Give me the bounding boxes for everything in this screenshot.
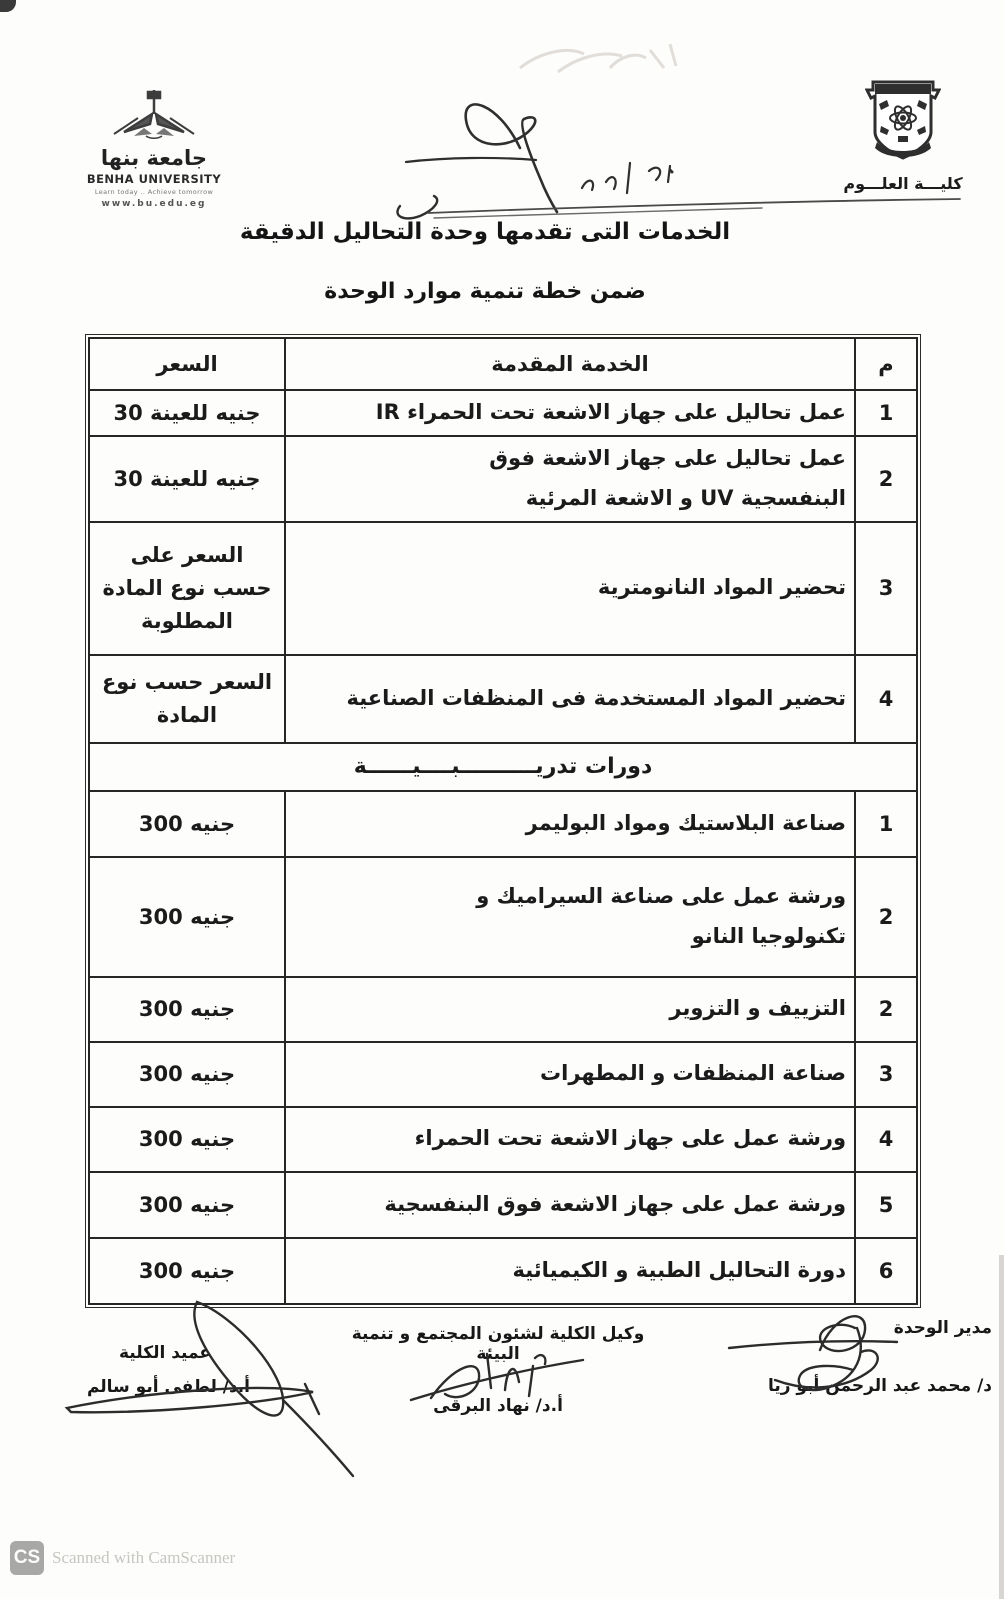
table-row	[89, 1238, 917, 1304]
document-title-line1: الخدمات التى تقدمها وحدة التحاليل الدقيقة	[239, 219, 731, 245]
camscanner-badge-icon: CS	[10, 1541, 44, 1575]
vice-dean-signature-block	[348, 1324, 648, 1416]
row-index: 1	[855, 390, 917, 436]
service-cell: صناعة البلاستيك ومواد البوليمر	[285, 791, 855, 857]
table-row	[89, 390, 917, 436]
service-cell: صناعة المنظفات و المطهرات	[285, 1042, 855, 1107]
faculty-of-science-logo	[838, 76, 968, 193]
table-row	[89, 1042, 917, 1107]
row-index: 2	[855, 436, 917, 522]
price-cell: 30 جنيه للعينة	[89, 436, 285, 522]
service-cell: عمل تحاليل على جهاز الاشعة فوق البنفسجية UV و الاشعة المرئية	[285, 436, 855, 522]
service-cell: ورشة عمل على جهاز الاشعة فوق البنفسجية	[285, 1172, 855, 1238]
table-row	[89, 857, 917, 977]
table-row	[89, 977, 917, 1042]
service-cell: عمل تحاليل على جهاز الاشعة تحت الحمراء IR	[285, 390, 855, 436]
university-tagline: Learn today .. Achieve tomorrow	[94, 188, 214, 196]
price-cell: 300 جنيه	[89, 977, 285, 1042]
camscanner-watermark	[10, 1541, 235, 1575]
service-cell: تحضير المواد النانومترية	[285, 522, 855, 655]
row-index: 2	[855, 977, 917, 1042]
document-title-line2: ضمن خطة تنمية موارد الوحدة	[324, 279, 646, 304]
price-cell: 300 جنيه	[89, 857, 285, 977]
pyramid-logo-icon	[94, 84, 214, 142]
table-row	[89, 791, 917, 857]
table-header-row	[89, 338, 917, 390]
unit-director-name: د/ محمد عبد الرحمن أبو ريا	[767, 1376, 992, 1396]
row-index: 6	[855, 1238, 917, 1304]
university-name-arabic: جامعة بنها	[100, 146, 208, 170]
price-cell: 300 جنيه	[89, 1172, 285, 1238]
university-website: www.bu.edu.eg	[101, 199, 207, 209]
faculty-name-arabic: كليـــة العلـــوم	[843, 174, 963, 193]
row-index: 3	[855, 522, 917, 655]
table-row	[89, 522, 917, 655]
row-index: 4	[855, 655, 917, 743]
price-cell: 300 جنيه	[89, 1238, 285, 1304]
service-cell: تحضير المواد المستخدمة فى المنظفات الصناعية	[285, 655, 855, 743]
scan-corner-artifact	[0, 0, 16, 12]
column-header-price: السعر	[89, 338, 285, 390]
row-index: 4	[855, 1107, 917, 1172]
section-title: دورات تدريــــــــــبــــيــــــة	[89, 743, 917, 791]
university-name-english: BENHA UNIVERSITY	[86, 172, 222, 186]
service-cell: ورشة عمل على جهاز الاشعة تحت الحمراء	[285, 1107, 855, 1172]
service-cell: التزييف و التزوير	[285, 977, 855, 1042]
dean-name: أ.د/ لطفى أبو سالم	[86, 1377, 250, 1397]
price-cell: 300 جنيه	[89, 1107, 285, 1172]
benha-university-logo	[84, 84, 224, 209]
dean-signature-block	[60, 1343, 310, 1397]
table-row	[89, 1172, 917, 1238]
vice-dean-title: وكيل الكلية لشئون المجتمع و تنمية البيئة	[351, 1324, 645, 1364]
faculty-crest-icon	[865, 76, 941, 168]
unit-director-signature-block	[700, 1318, 992, 1396]
price-cell: السعر على حسب نوع المادة المطلوبة	[89, 522, 285, 655]
row-index: 2	[855, 857, 917, 977]
dean-title: عميد الكلية	[119, 1343, 211, 1363]
price-cell: السعر حسب نوع المادة	[89, 655, 285, 743]
service-cell: ورشة عمل على صناعة السيراميك و تكنولوجيا النانو	[285, 857, 855, 977]
table-row	[89, 1107, 917, 1172]
table-row	[89, 436, 917, 522]
row-index: 5	[855, 1172, 917, 1238]
row-index: 1	[855, 791, 917, 857]
document-title-block	[0, 219, 970, 304]
price-cell: 300 جنيه	[89, 791, 285, 857]
unit-director-title: مدير الوحدة	[893, 1318, 992, 1338]
vice-dean-name: أ.د/ نهاد البرقى	[433, 1396, 563, 1416]
camscanner-watermark-text: Scanned with CamScanner	[52, 1548, 236, 1567]
price-cell: 300 جنيه	[89, 1042, 285, 1107]
row-index: 3	[855, 1042, 917, 1107]
table-row	[89, 655, 917, 743]
scan-edge-artifact	[999, 1255, 1004, 1599]
price-cell: 30 جنيه للعينة	[89, 390, 285, 436]
column-header-service: الخدمة المقدمة	[285, 338, 855, 390]
training-courses-section-header	[89, 743, 917, 791]
service-cell: دورة التحاليل الطبية و الكيميائية	[285, 1238, 855, 1304]
services-price-table	[88, 337, 918, 1305]
column-header-index: م	[855, 338, 917, 390]
